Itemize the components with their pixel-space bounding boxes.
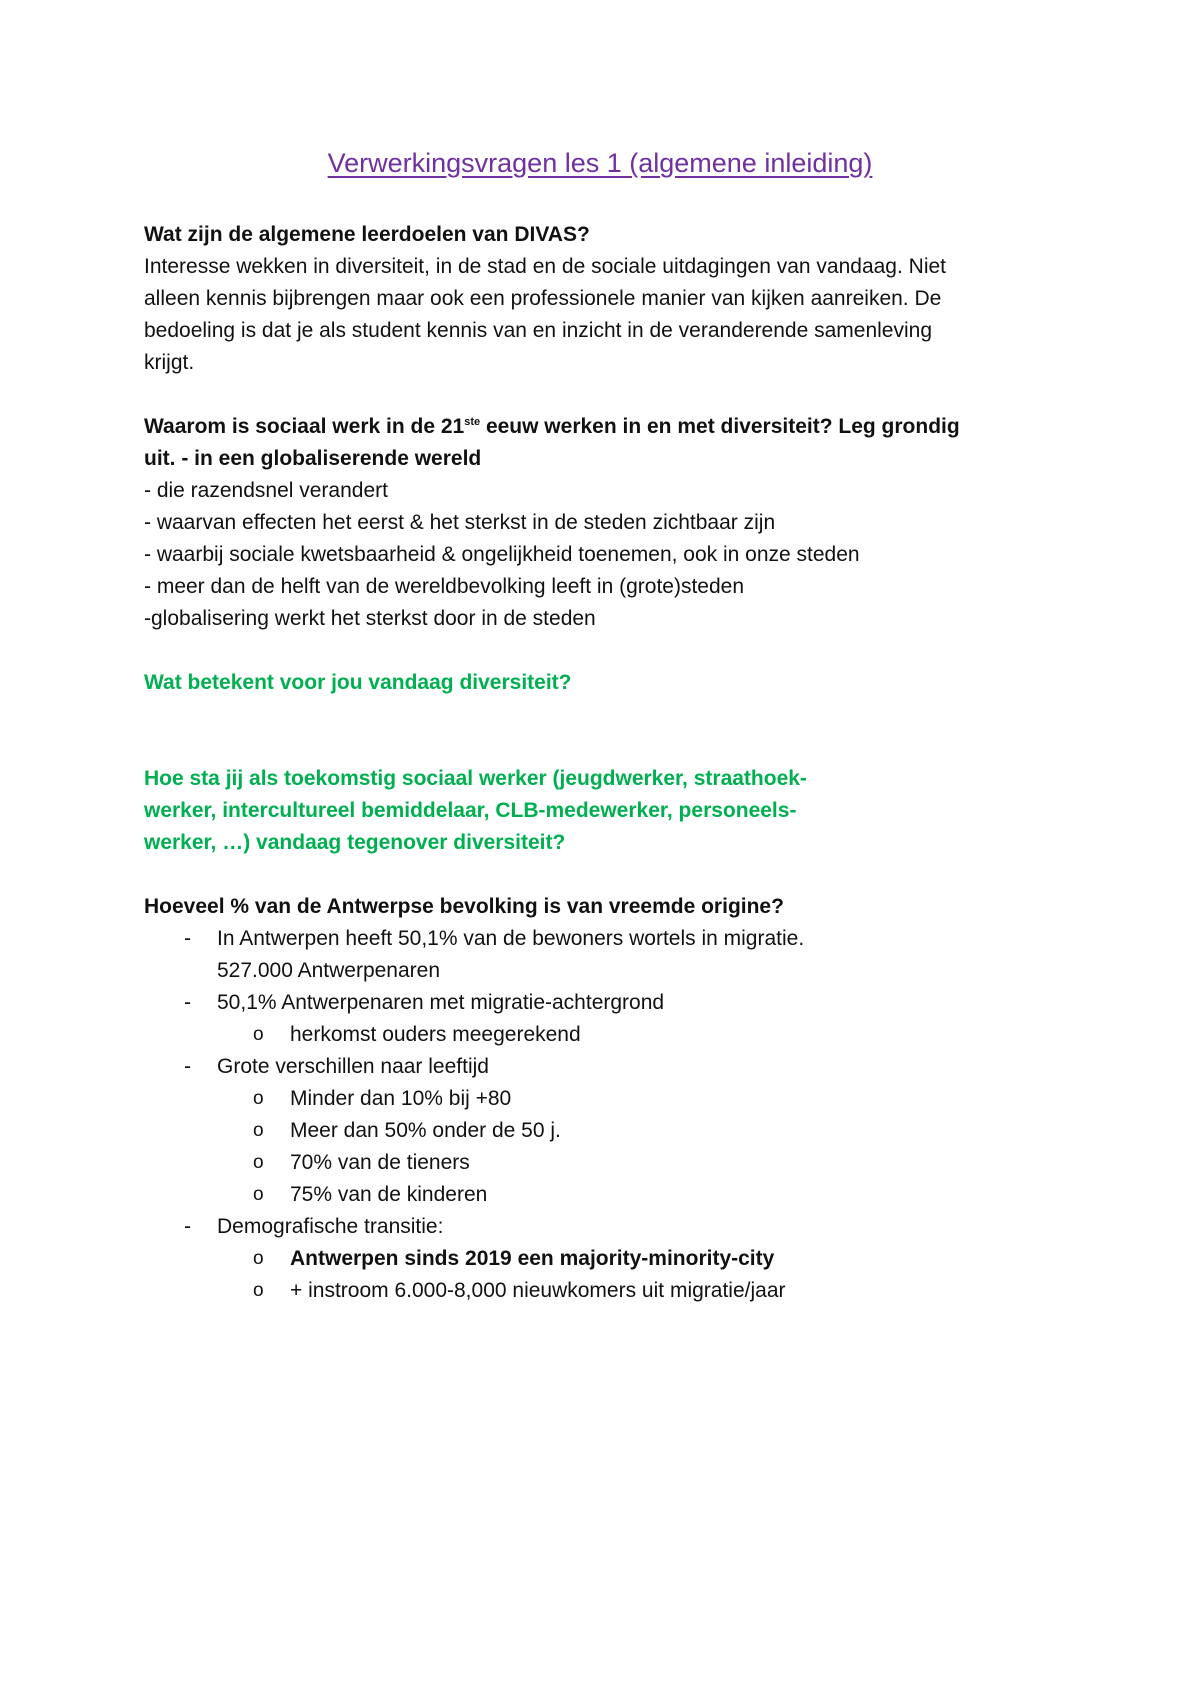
- sub-list-item: [217, 1115, 1074, 1147]
- answer-line: - meer dan de helft van de wereldbevolking leeft in (grote)steden: [144, 575, 745, 598]
- sub-list-item-text: Meer dan 50% onder de 50 j.: [290, 1119, 561, 1142]
- list-item-text: In Antwerpen heeft 50,1% van de bewoners wortels in migratie.: [217, 927, 805, 950]
- answer-line: bedoeling is dat je als student kennis van en inzicht in de veranderende samenleving: [144, 319, 933, 342]
- list-item: [144, 1211, 1074, 1307]
- question-future-social-worker-line-3: werker, …) vandaag tegenover diversiteit?: [144, 831, 566, 854]
- sub-list-item-text: herkomst ouders meegerekend: [290, 1023, 581, 1046]
- sub-list-item: [217, 1179, 1074, 1211]
- list-item-text: 50,1% Antwerpenaren met migratie-achtergrond: [217, 991, 665, 1014]
- dash-bullet: -: [184, 991, 191, 1014]
- circle-bullet: o: [253, 1024, 264, 1045]
- question-learning-goals: Wat zijn de algemene leerdoelen van DIVAS?: [144, 223, 590, 246]
- circle-bullet: o: [253, 1088, 264, 1109]
- circle-bullet: o: [253, 1120, 264, 1141]
- sub-list-item-text: 75% van de kinderen: [290, 1183, 488, 1206]
- answer-line: - die razendsnel verandert: [144, 479, 388, 502]
- list-item-text: Grote verschillen naar leeftijd: [217, 1055, 489, 1078]
- sub-list-item: [217, 1083, 1074, 1115]
- sub-list-item-text: + instroom 6.000-8,000 nieuwkomers uit migratie/jaar: [290, 1279, 786, 1302]
- dash-bullet: -: [184, 1215, 191, 1238]
- superscript-ste: ste: [464, 416, 481, 428]
- list-item-text-continued: 527.000 Antwerpenaren: [217, 959, 441, 982]
- sub-list: [144, 1019, 1074, 1051]
- answer-line: - waarbij sociale kwetsbaarheid & ongelijkheid toenemen, ook in onze steden: [144, 543, 860, 566]
- circle-bullet: o: [253, 1280, 264, 1301]
- list-item-text: Demografische transitie:: [217, 1215, 444, 1238]
- list-item: [144, 1051, 1074, 1211]
- answer-line: -globalisering werkt het sterkst door in de steden: [144, 607, 596, 630]
- list-item: [144, 987, 1074, 1051]
- question-future-social-worker: Hoe sta jij als toekomstig sociaal werker (jeugdwerker, straathoek-: [144, 767, 807, 790]
- question-social-work-diversity: [144, 411, 1074, 443]
- question-meaning-diversity: Wat betekent voor jou vandaag diversiteit?: [144, 671, 572, 694]
- sub-list-item: [217, 1019, 1074, 1051]
- list-item: [144, 923, 1074, 987]
- question-text-part: Waarom is sociaal werk in de 21: [144, 415, 465, 438]
- circle-bullet: o: [253, 1152, 264, 1173]
- sub-list: [144, 1243, 1074, 1307]
- answer-line: - waarvan effecten het eerst & het sterkst in de steden zichtbaar zijn: [144, 511, 776, 534]
- sub-list-item: [217, 1275, 1074, 1307]
- answer-line: krijgt.: [144, 351, 195, 374]
- answer-line: alleen kennis bijbrengen maar ook een professionele manier van kijken aanreiken. De: [144, 287, 942, 310]
- question-line-2: uit. - in een globaliserende wereld: [144, 447, 482, 470]
- question-antwerp-origin: Hoeveel % van de Antwerpse bevolking is van vreemde origine?: [144, 895, 784, 918]
- question-text-part: eeuw werken in en met diversiteit? Leg grondig: [480, 415, 960, 438]
- dash-bullet: -: [184, 1055, 191, 1078]
- sub-list-item-text-bold: Antwerpen sinds 2019 een majority-minority-city: [290, 1247, 775, 1270]
- sub-list-item-text: 70% van de tieners: [290, 1151, 470, 1174]
- answer-line: Interesse wekken in diversiteit, in de stad en de sociale uitdagingen van vandaag. Niet: [144, 255, 946, 278]
- question-future-social-worker-line-2: werker, intercultureel bemiddelaar, CLB-medewerker, personeels-: [144, 799, 797, 822]
- sub-list: [144, 1083, 1074, 1211]
- sub-list-item: [217, 1243, 1074, 1275]
- circle-bullet: o: [253, 1248, 264, 1269]
- document-body: [144, 219, 1074, 1307]
- antwerp-facts-list: [144, 923, 1074, 1307]
- dash-bullet: -: [184, 927, 191, 950]
- page-title: Verwerkingsvragen les 1 (algemene inleiding): [327, 148, 873, 178]
- circle-bullet: o: [253, 1184, 264, 1205]
- sub-list-item: [217, 1147, 1074, 1179]
- sub-list-item-text: Minder dan 10% bij +80: [290, 1087, 512, 1110]
